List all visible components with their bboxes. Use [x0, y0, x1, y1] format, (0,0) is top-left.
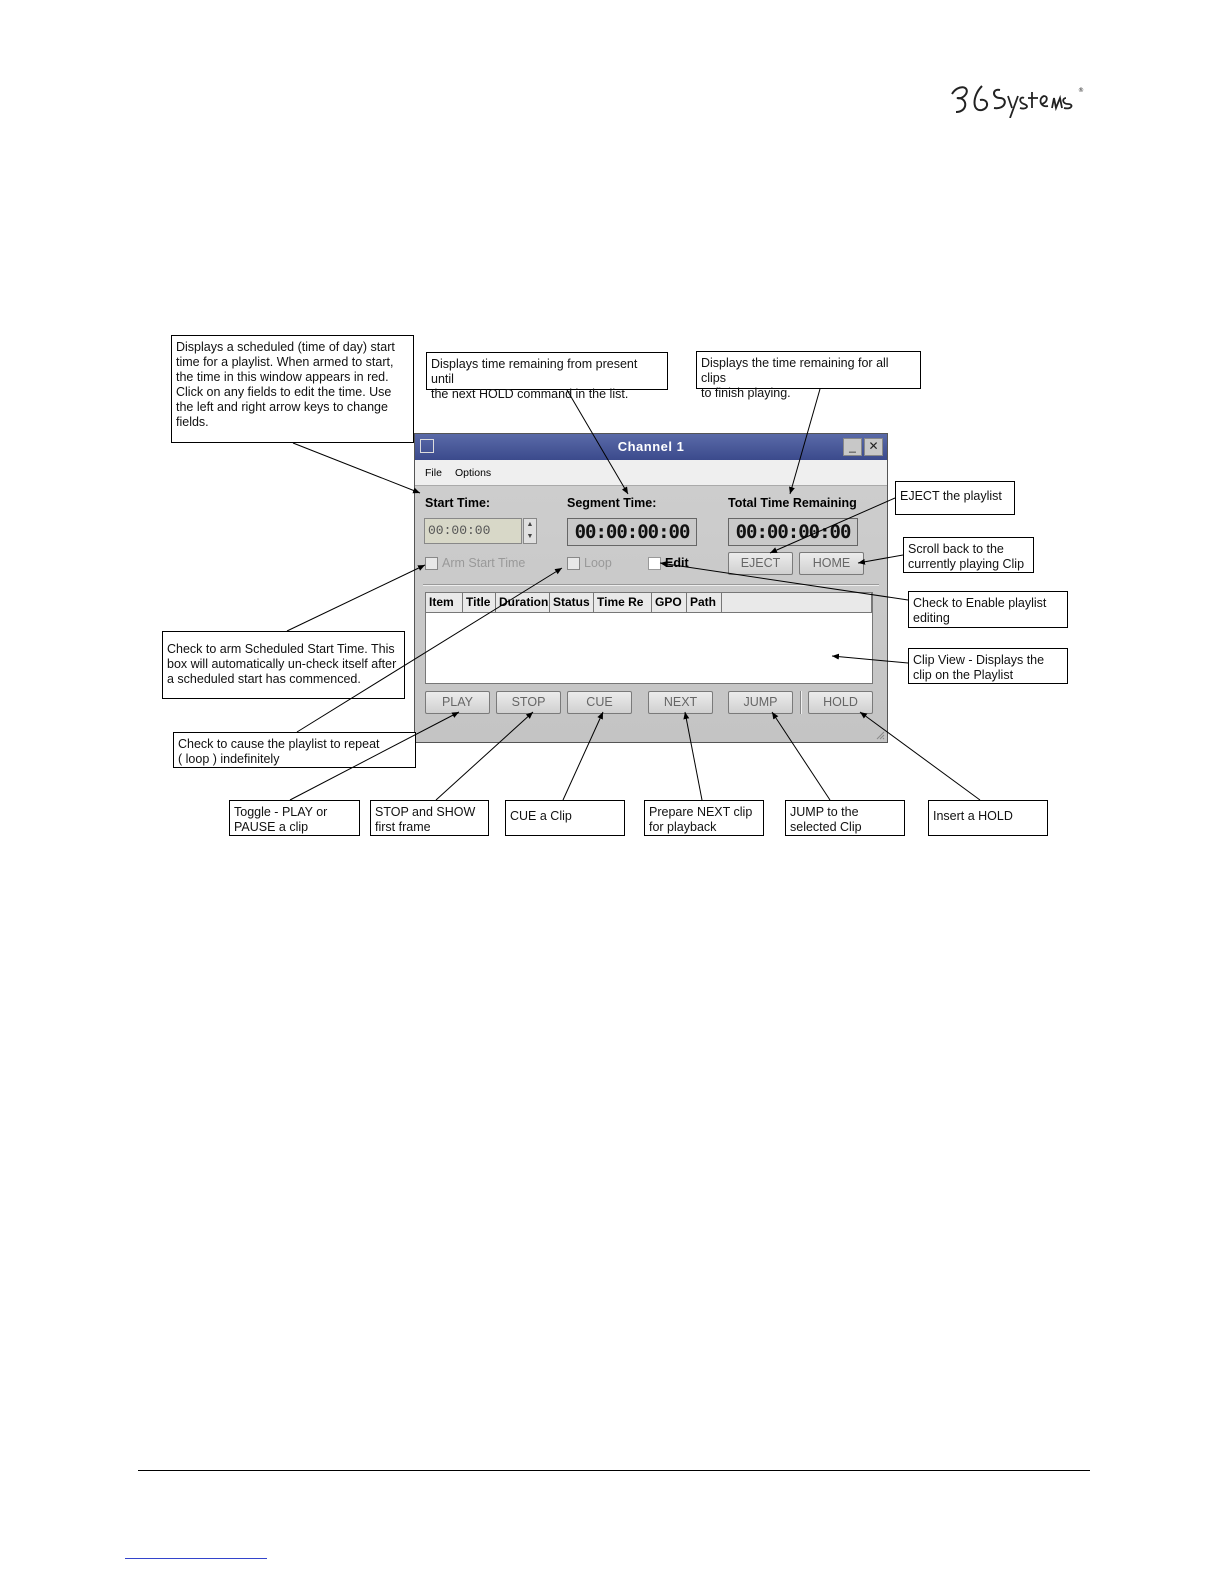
- start-time-field[interactable]: 00:00:00: [424, 518, 522, 544]
- arrow-clip-view: [832, 656, 908, 663]
- total-time-display: 00:00:00:00: [728, 518, 858, 546]
- callout-play: Toggle - PLAY or PAUSE a clip: [229, 800, 360, 836]
- callout-arm-start-time: Check to arm Scheduled Start Time. This box will automatically un-check itself after a scheduled start has commenced.: [162, 631, 405, 699]
- edit-label: Edit: [665, 556, 689, 570]
- spin-up-icon[interactable]: ▲: [526, 521, 534, 528]
- arrow-start-time: [293, 443, 420, 493]
- arrow-arm: [287, 565, 425, 631]
- arrow-edit: [660, 563, 908, 600]
- cue-button[interactable]: CUE: [567, 691, 632, 714]
- svg-text:®: ®: [1078, 87, 1084, 94]
- callout-total-time: Displays the time remaining for all clips to finish playing.: [696, 351, 921, 389]
- footer-link-underline[interactable]: [125, 1558, 267, 1559]
- jump-button[interactable]: JUMP: [728, 691, 793, 714]
- total-time-label: Total Time Remaining: [728, 496, 857, 510]
- start-time-label: Start Time:: [425, 496, 491, 510]
- hold-button[interactable]: HOLD: [808, 691, 873, 714]
- column-header-gpo[interactable]: GPO: [652, 593, 687, 613]
- eject-button[interactable]: EJECT: [728, 552, 793, 575]
- callout-cue: CUE a Clip: [505, 800, 625, 836]
- minimize-button[interactable]: _: [843, 438, 862, 456]
- arrow-eject: [770, 498, 895, 553]
- play-button[interactable]: PLAY: [425, 691, 490, 714]
- loop-label: Loop: [584, 556, 612, 570]
- callout-start-time: Displays a scheduled (time of day) start time for a playlist. When armed to start, the time in this window appears in red. Click on any fields to edit the time. Use the left and right arrow keys to change fields.: [171, 335, 414, 443]
- column-header-time-remaining[interactable]: Time Re: [594, 593, 652, 613]
- arrow-hold: [860, 712, 980, 800]
- column-header-title[interactable]: Title: [463, 593, 496, 613]
- callout-clip-view: Clip View - Displays the clip on the Playlist: [908, 648, 1068, 684]
- menu-options[interactable]: Options: [455, 467, 492, 479]
- segment-time-display: 00:00:00:00: [567, 518, 697, 546]
- callout-jump: JUMP to the selected Clip: [785, 800, 905, 836]
- segment-time-label: Segment Time:: [567, 496, 657, 510]
- column-header-item[interactable]: Item: [426, 593, 463, 613]
- close-button[interactable]: ✕: [864, 438, 883, 456]
- callout-eject: EJECT the playlist: [895, 481, 1015, 515]
- arrow-segment-time: [567, 390, 628, 494]
- column-header-status[interactable]: Status: [550, 593, 594, 613]
- arrow-play: [290, 712, 459, 800]
- callout-home: Scroll back to the currently playing Clip: [903, 537, 1034, 573]
- arrow-stop: [436, 712, 533, 800]
- callout-hold: Insert a HOLD: [928, 800, 1048, 836]
- next-button[interactable]: NEXT: [648, 691, 713, 714]
- spin-down-icon[interactable]: ▼: [526, 533, 534, 540]
- column-header-duration[interactable]: Duration: [496, 593, 550, 613]
- window-title: Channel 1: [617, 439, 685, 454]
- callout-loop: Check to cause the playlist to repeat ( loop ) indefinitely: [173, 732, 416, 768]
- callout-edit: Check to Enable playlist editing: [908, 591, 1068, 628]
- arrow-cue: [563, 712, 603, 800]
- callout-next: Prepare NEXT clip for playback: [644, 800, 764, 836]
- footer-rule: [138, 1470, 1090, 1471]
- arrow-next: [685, 712, 702, 800]
- arm-start-time-label: Arm Start Time: [442, 556, 526, 570]
- column-header-path[interactable]: Path: [687, 593, 722, 613]
- menu-file[interactable]: File: [425, 467, 442, 479]
- arrow-total-time: [790, 389, 820, 494]
- stop-button[interactable]: STOP: [496, 691, 561, 714]
- arrow-jump: [772, 712, 830, 800]
- arrow-home: [858, 555, 903, 563]
- arrow-loop: [297, 568, 562, 732]
- callout-stop: STOP and SHOW first frame: [370, 800, 489, 836]
- callout-segment-time: Displays time remaining from present until the next HOLD command in the list.: [426, 352, 668, 390]
- home-button[interactable]: HOME: [799, 552, 864, 575]
